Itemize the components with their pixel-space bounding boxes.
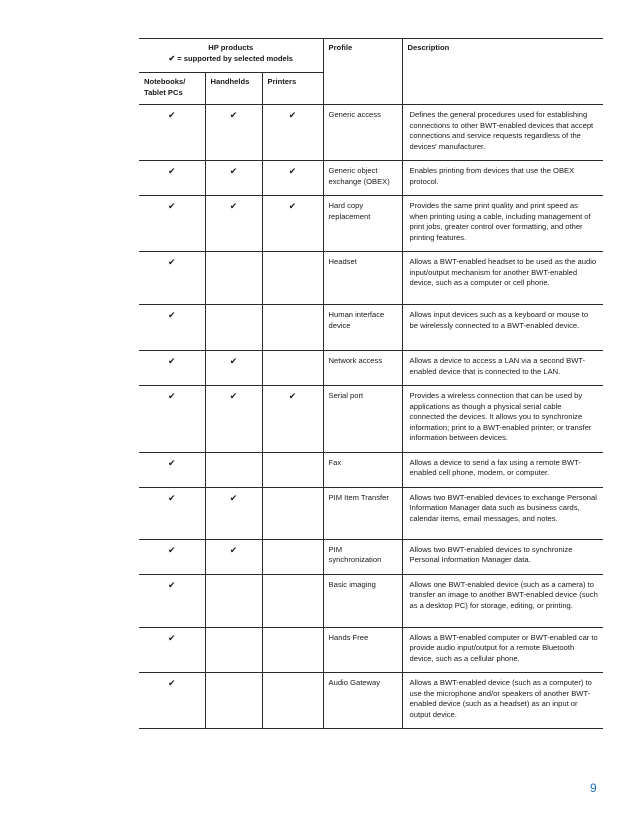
handhelds-check-icon (205, 574, 262, 627)
handhelds-check-icon: ✔ (205, 161, 262, 196)
notebooks-check-icon: ✔ (139, 452, 205, 487)
description-cell: Allows two BWT-enabled devices to synchronize Personal Information Manager data. (402, 539, 603, 574)
printers-check-icon (262, 539, 323, 574)
supported-note: = supported by selected models (177, 53, 294, 63)
notebooks-check-icon: ✔ (139, 305, 205, 351)
description-cell: Allows one BWT-enabled device (such as a camera) to transfer an image to another BWT-enabled device (such as a desktop PC) for storage, editing, or printing. (402, 574, 603, 627)
page-number: 9 (590, 781, 597, 795)
description-cell: Allows a device to send a fax using a remote BWT-enabled cell phone, modem, or computer. (402, 452, 603, 487)
handhelds-check-icon: ✔ (205, 487, 262, 539)
description-cell: Allows a BWT-enabled headset to be used as the audio input/output mechanism for another BWT-enabled device, such as a computer or cell phone. (402, 252, 603, 305)
notebooks-check-icon: ✔ (139, 105, 205, 161)
bluetooth-profiles-table (139, 38, 603, 729)
table-row (139, 351, 603, 386)
printers-check-icon (262, 252, 323, 305)
printers-check-icon (262, 487, 323, 539)
printers-check-icon: ✔ (262, 105, 323, 161)
handhelds-check-icon (205, 673, 262, 729)
profile-cell: PIM synchronization (323, 539, 402, 574)
table-row (139, 105, 603, 161)
notebooks-check-icon: ✔ (139, 627, 205, 673)
printers-check-icon (262, 627, 323, 673)
profile-cell: Generic access (323, 105, 402, 161)
profile-cell: Generic object exchange (OBEX) (323, 161, 402, 196)
printers-check-icon (262, 305, 323, 351)
notebooks-check-icon: ✔ (139, 252, 205, 305)
profile-cell: Basic imaging (323, 574, 402, 627)
description-cell: Allows input devices such as a keyboard or mouse to be wirelessly connected to a BWT-enabled device. (402, 305, 603, 351)
table-row (139, 627, 603, 673)
handhelds-column-header: Handhelds (205, 73, 262, 105)
notebooks-check-icon: ✔ (139, 487, 205, 539)
printers-check-icon: ✔ (262, 196, 323, 252)
table-body (139, 105, 603, 729)
notebooks-check-icon: ✔ (139, 386, 205, 453)
description-cell: Allows two BWT-enabled devices to exchange Personal Information Manager data such as business cards, calendar items, email messages, and notes. (402, 487, 603, 539)
handhelds-check-icon: ✔ (205, 539, 262, 574)
handhelds-check-icon (205, 252, 262, 305)
description-cell: Allows a BWT-enabled device (such as a computer) to use the microphone and/or speakers of another BWT-enabled device (such as a headset) as an input or output device. (402, 673, 603, 729)
table-row (139, 452, 603, 487)
description-column-header: Description (402, 39, 603, 105)
handhelds-check-icon: ✔ (205, 386, 262, 453)
tablet-pcs-label: Tablet PCs (144, 87, 183, 97)
notebooks-check-icon: ✔ (139, 161, 205, 196)
hp-products-header (139, 39, 323, 73)
notebooks-check-icon: ✔ (139, 673, 205, 729)
table-row (139, 673, 603, 729)
profile-cell: Hard copy replacement (323, 196, 402, 252)
table-row (139, 574, 603, 627)
table-row (139, 539, 603, 574)
profile-cell: Serial port (323, 386, 402, 453)
notebooks-check-icon: ✔ (139, 574, 205, 627)
table-row (139, 305, 603, 351)
printers-check-icon (262, 351, 323, 386)
handhelds-check-icon (205, 627, 262, 673)
profile-cell: Fax (323, 452, 402, 487)
description-cell: Allows a device to access a LAN via a second BWT-enabled device that is connected to the LAN. (402, 351, 603, 386)
table-row (139, 252, 603, 305)
handhelds-check-icon: ✔ (205, 351, 262, 386)
notebooks-label: Notebooks/ (144, 77, 186, 86)
hp-products-label: HP products (208, 43, 254, 52)
table-row (139, 196, 603, 252)
notebooks-check-icon: ✔ (139, 539, 205, 574)
description-cell: Allows a BWT-enabled computer or BWT-enabled car to provide audio input/output for a remote Bluetooth device, such as a cellular phone. (402, 627, 603, 673)
printers-check-icon (262, 574, 323, 627)
table-row (139, 161, 603, 196)
table-row (139, 487, 603, 539)
notebooks-column-header (139, 73, 205, 105)
handhelds-check-icon: ✔ (205, 196, 262, 252)
printers-check-icon (262, 673, 323, 729)
handhelds-check-icon (205, 305, 262, 351)
description-cell: Provides the same print quality and print speed as when printing using a cable, including management of print jobs, greater control over formatting, and other printing features. (402, 196, 603, 252)
printers-check-icon: ✔ (262, 386, 323, 453)
printers-check-icon (262, 452, 323, 487)
description-cell: Defines the general procedures used for establishing connections to other BWT-enabled devices that accept connections and service requests regardless of the devices' manufacturer. (402, 105, 603, 161)
profile-cell: Headset (323, 252, 402, 305)
profile-cell: Hands Free (323, 627, 402, 673)
checkmark-icon: ✔ (168, 53, 176, 63)
printers-column-header: Printers (262, 73, 323, 105)
profile-cell: Audio Gateway (323, 673, 402, 729)
profile-cell: Network access (323, 351, 402, 386)
description-cell: Enables printing from devices that use the OBEX protocol. (402, 161, 603, 196)
handhelds-check-icon (205, 452, 262, 487)
handhelds-check-icon: ✔ (205, 105, 262, 161)
table-header-row (139, 39, 603, 73)
profile-column-header: Profile (323, 39, 402, 105)
table-row (139, 386, 603, 453)
profile-cell: PIM Item Transfer (323, 487, 402, 539)
description-cell: Provides a wireless connection that can be used by applications as though a physical serial cable connected the devices. It allows you to synchronize information; print to a BWT-enabled printer; or transfer information between devices. (402, 386, 603, 453)
printers-check-icon: ✔ (262, 161, 323, 196)
notebooks-check-icon: ✔ (139, 351, 205, 386)
profile-cell: Human interface device (323, 305, 402, 351)
supported-legend (139, 54, 323, 65)
notebooks-check-icon: ✔ (139, 196, 205, 252)
